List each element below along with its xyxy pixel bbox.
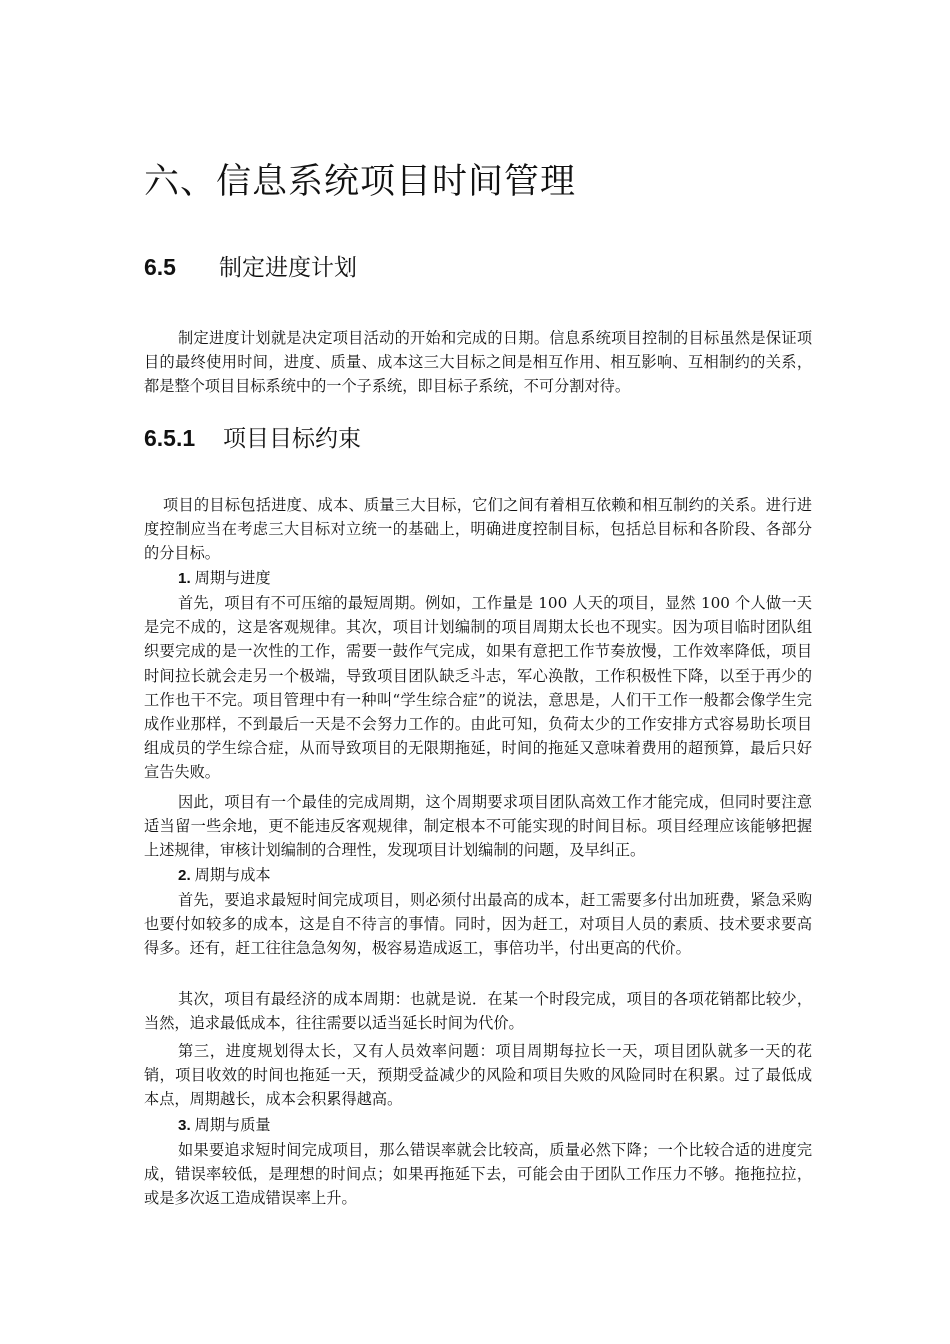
section-title: 制定进度计划: [219, 255, 357, 281]
paragraph-intro: 制定进度计划就是决定项目活动的开始和完成的日期。信息系统项目控制的目标虽然是保证项目的最终使用时间，进度、质量、成本这三大目标之间是相互作用、相互影响、互相制约的关系，都是整个项目目标系统中的一个子系统，即目标子系统，不可分割对待。: [144, 329, 812, 396]
paragraph-3a: 如果要追求短时间完成项目，那么错误率就会比较高，质量必然下降；一个比较合适的进度完成，错误率较低，是理想的时间点；如果再拖延下去，可能会由于团队工作压力不够。拖拖拉拉，或是多次返工造成错误率上升。: [144, 1141, 812, 1208]
list-item-label: 周期与成本: [194, 866, 271, 884]
list-item-1: [178, 566, 271, 591]
list-item-label: 周期与进度: [194, 569, 271, 587]
section-heading-6-5: [144, 251, 357, 284]
paragraph-1b: 因此，项目有一个最佳的完成周期，这个周期要求项目团队高效工作才能完成，但同时要注意适当留一些余地，更不能违反客观规律，制定根本不可能实现的时间目标。项目经理应该能够把握上述规律，审核计划编制的合理性，发现项目计划编制的问题，及早纠正。: [144, 793, 812, 860]
paragraph-goals: 项目的目标包括进度、成本、质量三大目标，它们之间有着相互依赖和相互制约的关系。进行进度控制应当在考虑三大目标对立统一的基础上，明确进度控制目标，包括总目标和各阶段、各部分的分目标。: [144, 496, 812, 563]
paragraph-2c: 第三，进度规划得太长，又有人员效率问题：项目周期每拉长一天，项目团队就多一天的花销，项目收效的时间也拖延一天，预期受益减少的风险和项目失败的风险同时在积累。过了最低成本点，周期越长，成本会积累得越高。: [144, 1042, 812, 1109]
section-heading-6-5-1: [144, 422, 361, 455]
list-item-number: 1.: [178, 570, 191, 587]
paragraph-1a: 首先，项目有不可压缩的最短周期。例如，工作量是 100 人天的项目，显然 100 个人做一天是完不成的，这是客观规律。其次，项目计划编制的项目周期太长也不现实。因为项目临时团队组织要完成的是一次性的工作，需要一鼓作气完成，如果有意把工作节奏放慢，工作效率降低，项目时间拉长就会走另一个极端，导致项目团队缺乏斗志，军心涣散，工作积极性下降，以至于再少的工作也干不完。项目管理中有一种叫“学生综合症”的说法，意思是，人们干工作一般都会像学生完成作业那样，不到最后一天是不会努力工作的。由此可知，负荷太少的工作安排方式容易助长项目组成员的学生综合症，从而导致项目的无限期拖延，时间的拖延又意味着费用的超预算，最后只好宣告失败。: [144, 594, 812, 782]
section-number: 6.5: [144, 254, 176, 280]
subsection-title: 项目目标约束: [223, 426, 361, 452]
subsection-number: 6.5.1: [144, 425, 196, 451]
list-item-2: [178, 863, 271, 888]
list-item-label: 周期与质量: [194, 1116, 271, 1134]
list-item-number: 3.: [178, 1117, 191, 1134]
chapter-title: 六、信息系统项目时间管理: [144, 162, 577, 202]
paragraph-2b: 其次，项目有最经济的成本周期：也就是说．在某一个时段完成，项目的各项花销都比较少，当然，追求最低成本，往往需要以适当延长时间为代价。: [144, 990, 812, 1033]
list-item-3: [178, 1113, 271, 1138]
list-item-number: 2.: [178, 867, 191, 884]
paragraph-2a: 首先，要追求最短时间完成项目，则必须付出最高的成本，赶工需要多付出加班费，紧急采购也要付如较多的成本，这是自不待言的事情。同时，因为赶工，对项目人员的素质、技术要求要高得多。还有，赶工往往急急匆匆，极容易造成返工，事倍功半，付出更高的代价。: [144, 891, 812, 958]
